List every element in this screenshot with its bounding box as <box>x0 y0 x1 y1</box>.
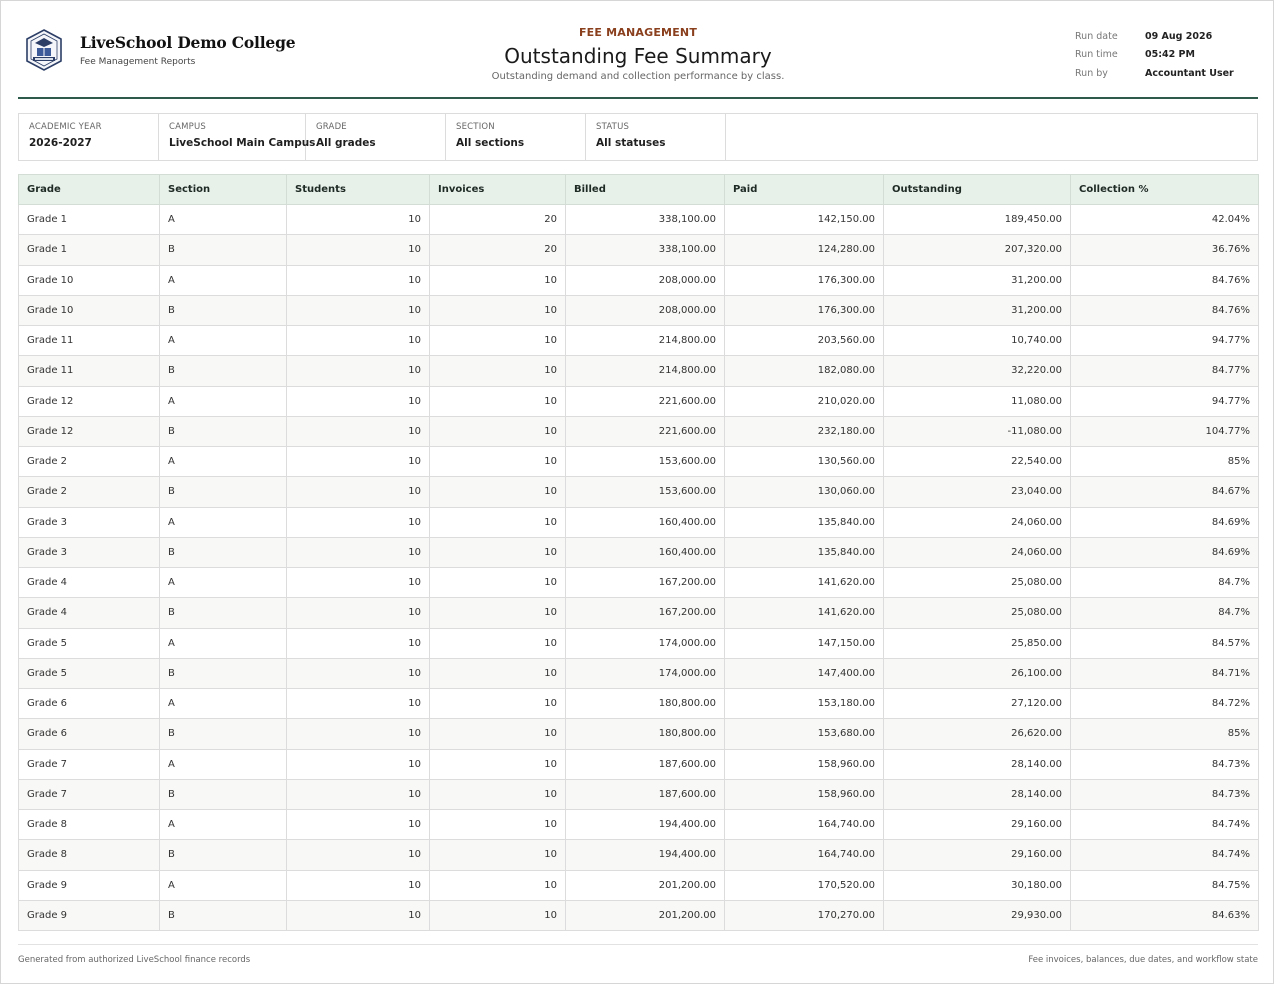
cell-col-paid: 176,300.00 <box>725 295 884 325</box>
cell-col-section: B <box>160 658 287 688</box>
run-by-row <box>1075 64 1234 83</box>
cell-col-outstanding: 28,140.00 <box>884 749 1071 779</box>
cell-col-section: A <box>160 689 287 719</box>
cell-col-collection: 42.04% <box>1071 205 1259 235</box>
table-row <box>19 870 1259 900</box>
cell-col-students: 10 <box>287 719 430 749</box>
cell-col-grade: Grade 6 <box>19 719 160 749</box>
cell-col-outstanding: 10,740.00 <box>884 326 1071 356</box>
cell-col-grade: Grade 4 <box>19 568 160 598</box>
report-footer <box>18 944 1258 965</box>
filter-label: ACADEMIC YEAR <box>29 122 102 132</box>
cell-col-outstanding: 31,200.00 <box>884 295 1071 325</box>
cell-col-section: A <box>160 870 287 900</box>
cell-col-billed: 201,200.00 <box>566 870 725 900</box>
run-time-value: 05:42 PM <box>1145 49 1195 61</box>
filter-value: All statuses <box>596 137 666 149</box>
cell-col-collection: 84.77% <box>1071 356 1259 386</box>
cell-col-outstanding: 26,100.00 <box>884 658 1071 688</box>
cell-col-invoices: 10 <box>430 840 566 870</box>
cell-col-invoices: 10 <box>430 568 566 598</box>
cell-col-section: A <box>160 205 287 235</box>
cell-col-outstanding: 189,450.00 <box>884 205 1071 235</box>
cell-col-collection: 104.77% <box>1071 416 1259 446</box>
header-col-grade: Grade <box>19 175 160 205</box>
cell-col-paid: 153,180.00 <box>725 689 884 719</box>
cell-col-billed: 167,200.00 <box>566 598 725 628</box>
cell-col-section: B <box>160 477 287 507</box>
cell-col-collection: 84.76% <box>1071 265 1259 295</box>
cell-col-grade: Grade 8 <box>19 810 160 840</box>
table-row <box>19 356 1259 386</box>
report-title: Outstanding Fee Summary <box>504 44 772 68</box>
cell-col-grade: Grade 2 <box>19 447 160 477</box>
cell-col-paid: 135,840.00 <box>725 507 884 537</box>
table-row <box>19 507 1259 537</box>
cell-col-outstanding: -11,080.00 <box>884 416 1071 446</box>
cell-col-billed: 208,000.00 <box>566 265 725 295</box>
cell-col-billed: 338,100.00 <box>566 205 725 235</box>
cell-col-billed: 174,000.00 <box>566 628 725 658</box>
cell-col-invoices: 10 <box>430 447 566 477</box>
table-row <box>19 900 1259 930</box>
table-row <box>19 568 1259 598</box>
cell-col-outstanding: 207,320.00 <box>884 235 1071 265</box>
cell-col-invoices: 10 <box>430 537 566 567</box>
cell-col-billed: 201,200.00 <box>566 900 725 930</box>
cell-col-students: 10 <box>287 900 430 930</box>
cell-col-collection: 84.73% <box>1071 779 1259 809</box>
cell-col-grade: Grade 2 <box>19 477 160 507</box>
cell-col-invoices: 10 <box>430 719 566 749</box>
cell-col-students: 10 <box>287 779 430 809</box>
cell-col-outstanding: 29,160.00 <box>884 810 1071 840</box>
report-title-block <box>438 26 838 82</box>
cell-col-paid: 203,560.00 <box>725 326 884 356</box>
filter-label: STATUS <box>596 122 630 132</box>
cell-col-section: B <box>160 416 287 446</box>
header-col-invoices: Invoices <box>430 175 566 205</box>
cell-col-section: B <box>160 295 287 325</box>
cell-col-section: B <box>160 779 287 809</box>
cell-col-students: 10 <box>287 658 430 688</box>
cell-col-outstanding: 29,160.00 <box>884 840 1071 870</box>
cell-col-students: 10 <box>287 235 430 265</box>
cell-col-invoices: 10 <box>430 416 566 446</box>
filter-campus <box>159 114 316 160</box>
cell-col-paid: 147,400.00 <box>725 658 884 688</box>
header-col-billed: Billed <box>566 175 725 205</box>
table-row <box>19 447 1259 477</box>
cell-col-paid: 130,560.00 <box>725 447 884 477</box>
cell-col-grade: Grade 3 <box>19 537 160 567</box>
cell-col-collection: 84.63% <box>1071 900 1259 930</box>
table-row <box>19 749 1259 779</box>
cell-col-grade: Grade 10 <box>19 295 160 325</box>
table-row <box>19 658 1259 688</box>
cell-col-section: A <box>160 568 287 598</box>
cell-col-students: 10 <box>287 810 430 840</box>
cell-col-students: 10 <box>287 840 430 870</box>
cell-col-grade: Grade 6 <box>19 689 160 719</box>
cell-col-section: B <box>160 840 287 870</box>
cell-col-paid: 164,740.00 <box>725 810 884 840</box>
cell-col-students: 10 <box>287 598 430 628</box>
cell-col-grade: Grade 7 <box>19 749 160 779</box>
report-subtitle: Outstanding demand and collection performance by class. <box>491 71 785 82</box>
cell-col-collection: 36.76% <box>1071 235 1259 265</box>
run-date-row <box>1075 27 1234 46</box>
cell-col-invoices: 10 <box>430 265 566 295</box>
cell-col-invoices: 10 <box>430 870 566 900</box>
cell-col-grade: Grade 9 <box>19 870 160 900</box>
table-row <box>19 628 1259 658</box>
cell-col-students: 10 <box>287 356 430 386</box>
cell-col-paid: 232,180.00 <box>725 416 884 446</box>
cell-col-section: A <box>160 326 287 356</box>
cell-col-paid: 182,080.00 <box>725 356 884 386</box>
table-row <box>19 840 1259 870</box>
cell-col-billed: 221,600.00 <box>566 386 725 416</box>
run-by-value: Accountant User <box>1145 67 1234 79</box>
cell-col-students: 10 <box>287 447 430 477</box>
run-date-label: Run date <box>1075 30 1118 42</box>
cell-col-section: A <box>160 265 287 295</box>
cell-col-students: 10 <box>287 326 430 356</box>
cell-col-billed: 187,600.00 <box>566 749 725 779</box>
cell-col-grade: Grade 1 <box>19 235 160 265</box>
cell-col-invoices: 10 <box>430 689 566 719</box>
cell-col-billed: 180,800.00 <box>566 719 725 749</box>
cell-col-collection: 94.77% <box>1071 386 1259 416</box>
cell-col-section: A <box>160 810 287 840</box>
table-row <box>19 537 1259 567</box>
cell-col-billed: 180,800.00 <box>566 689 725 719</box>
cell-col-invoices: 10 <box>430 356 566 386</box>
cell-col-collection: 84.75% <box>1071 870 1259 900</box>
cell-col-students: 10 <box>287 416 430 446</box>
cell-col-paid: 210,020.00 <box>725 386 884 416</box>
filter-label: SECTION <box>456 122 495 132</box>
cell-col-outstanding: 24,060.00 <box>884 537 1071 567</box>
cell-col-students: 10 <box>287 870 430 900</box>
cell-col-billed: 338,100.00 <box>566 235 725 265</box>
cell-col-outstanding: 28,140.00 <box>884 779 1071 809</box>
cell-col-outstanding: 25,080.00 <box>884 598 1071 628</box>
cell-col-collection: 84.69% <box>1071 537 1259 567</box>
table-row <box>19 265 1259 295</box>
cell-col-billed: 221,600.00 <box>566 416 725 446</box>
cell-col-invoices: 10 <box>430 658 566 688</box>
filter-value: All grades <box>316 137 376 149</box>
cell-col-paid: 141,620.00 <box>725 598 884 628</box>
table-row <box>19 810 1259 840</box>
table-row <box>19 598 1259 628</box>
run-meta <box>1075 27 1234 83</box>
cell-col-invoices: 10 <box>430 386 566 416</box>
footer-left-note: Generated from authorized LiveSchool finance records <box>18 955 251 965</box>
cell-col-collection: 94.77% <box>1071 326 1259 356</box>
table-row <box>19 386 1259 416</box>
cell-col-outstanding: 31,200.00 <box>884 265 1071 295</box>
cell-col-paid: 124,280.00 <box>725 235 884 265</box>
cell-col-collection: 85% <box>1071 719 1259 749</box>
cell-col-students: 10 <box>287 265 430 295</box>
cell-col-outstanding: 23,040.00 <box>884 477 1071 507</box>
table-row <box>19 689 1259 719</box>
cell-col-billed: 214,800.00 <box>566 356 725 386</box>
cell-col-students: 10 <box>287 689 430 719</box>
cell-col-outstanding: 11,080.00 <box>884 386 1071 416</box>
cell-col-section: B <box>160 235 287 265</box>
cell-col-collection: 84.76% <box>1071 295 1259 325</box>
cell-col-invoices: 10 <box>430 598 566 628</box>
cell-col-invoices: 10 <box>430 507 566 537</box>
cell-col-grade: Grade 10 <box>19 265 160 295</box>
filter-value: All sections <box>456 137 525 149</box>
table-row <box>19 477 1259 507</box>
filter-value: LiveSchool Main Campus <box>169 137 316 149</box>
cell-col-paid: 158,960.00 <box>725 779 884 809</box>
run-time-label: Run time <box>1075 49 1118 61</box>
cell-col-collection: 84.71% <box>1071 658 1259 688</box>
outstanding-fee-table <box>18 174 1259 931</box>
cell-col-grade: Grade 11 <box>19 326 160 356</box>
cell-col-billed: 194,400.00 <box>566 840 725 870</box>
filter-label: CAMPUS <box>169 122 207 132</box>
table-body <box>19 205 1259 931</box>
cell-col-invoices: 10 <box>430 477 566 507</box>
cell-col-collection: 84.74% <box>1071 840 1259 870</box>
cell-col-collection: 85% <box>1071 447 1259 477</box>
cell-col-billed: 194,400.00 <box>566 810 725 840</box>
cell-col-invoices: 10 <box>430 779 566 809</box>
filter-section <box>446 114 586 160</box>
cell-col-outstanding: 22,540.00 <box>884 447 1071 477</box>
cell-col-students: 10 <box>287 568 430 598</box>
cell-col-paid: 135,840.00 <box>725 537 884 567</box>
cell-col-invoices: 20 <box>430 235 566 265</box>
table-row <box>19 326 1259 356</box>
header-col-paid: Paid <box>725 175 884 205</box>
cell-col-students: 10 <box>287 507 430 537</box>
cell-col-section: A <box>160 386 287 416</box>
header-col-students: Students <box>287 175 430 205</box>
filter-academic-year <box>19 114 159 160</box>
table-row <box>19 779 1259 809</box>
table-row <box>19 295 1259 325</box>
cell-col-students: 10 <box>287 477 430 507</box>
cell-col-paid: 130,060.00 <box>725 477 884 507</box>
table-row <box>19 719 1259 749</box>
run-time-row <box>1075 46 1234 65</box>
cell-col-paid: 142,150.00 <box>725 205 884 235</box>
cell-col-paid: 147,150.00 <box>725 628 884 658</box>
cell-col-outstanding: 32,220.00 <box>884 356 1071 386</box>
cell-col-billed: 187,600.00 <box>566 779 725 809</box>
cell-col-grade: Grade 12 <box>19 416 160 446</box>
run-date-value: 09 Aug 2026 <box>1145 30 1213 42</box>
cell-col-paid: 170,520.00 <box>725 870 884 900</box>
cell-col-billed: 214,800.00 <box>566 326 725 356</box>
cell-col-grade: Grade 11 <box>19 356 160 386</box>
cell-col-billed: 153,600.00 <box>566 447 725 477</box>
cell-col-grade: Grade 1 <box>19 205 160 235</box>
cell-col-grade: Grade 5 <box>19 658 160 688</box>
cell-col-collection: 84.74% <box>1071 810 1259 840</box>
cell-col-billed: 167,200.00 <box>566 568 725 598</box>
cell-col-outstanding: 25,850.00 <box>884 628 1071 658</box>
cell-col-paid: 141,620.00 <box>725 568 884 598</box>
header-col-outstanding: Outstanding <box>884 175 1071 205</box>
filter-bar <box>18 113 1258 161</box>
cell-col-outstanding: 25,080.00 <box>884 568 1071 598</box>
filter-grade <box>306 114 446 160</box>
cell-col-grade: Grade 12 <box>19 386 160 416</box>
cell-col-grade: Grade 3 <box>19 507 160 537</box>
cell-col-students: 10 <box>287 537 430 567</box>
cell-col-section: B <box>160 356 287 386</box>
cell-col-invoices: 10 <box>430 295 566 325</box>
cell-col-collection: 84.7% <box>1071 598 1259 628</box>
cell-col-paid: 153,680.00 <box>725 719 884 749</box>
cell-col-section: A <box>160 749 287 779</box>
cell-col-students: 10 <box>287 205 430 235</box>
cell-col-invoices: 20 <box>430 205 566 235</box>
cell-col-billed: 153,600.00 <box>566 477 725 507</box>
cell-col-billed: 208,000.00 <box>566 295 725 325</box>
cell-col-students: 10 <box>287 749 430 779</box>
cell-col-paid: 164,740.00 <box>725 840 884 870</box>
header-col-collection: Collection % <box>1071 175 1259 205</box>
filter-status <box>586 114 726 160</box>
cell-col-section: A <box>160 507 287 537</box>
cell-col-billed: 160,400.00 <box>566 507 725 537</box>
school-crest-icon <box>23 29 65 71</box>
cell-col-section: B <box>160 719 287 749</box>
footer-right-note: Fee invoices, balances, due dates, and workflow state <box>1028 955 1258 965</box>
report-header <box>18 21 1258 99</box>
cell-col-invoices: 10 <box>430 900 566 930</box>
cell-col-grade: Grade 9 <box>19 900 160 930</box>
cell-col-outstanding: 29,930.00 <box>884 900 1071 930</box>
cell-col-invoices: 10 <box>430 628 566 658</box>
cell-col-billed: 160,400.00 <box>566 537 725 567</box>
filter-value: 2026-2027 <box>29 137 92 149</box>
cell-col-students: 10 <box>287 386 430 416</box>
cell-col-collection: 84.73% <box>1071 749 1259 779</box>
cell-col-paid: 170,270.00 <box>725 900 884 930</box>
cell-col-billed: 174,000.00 <box>566 658 725 688</box>
cell-col-grade: Grade 4 <box>19 598 160 628</box>
cell-col-outstanding: 26,620.00 <box>884 719 1071 749</box>
cell-col-section: A <box>160 447 287 477</box>
filter-label: GRADE <box>316 122 347 132</box>
table-header-row <box>19 175 1259 205</box>
cell-col-section: B <box>160 537 287 567</box>
cell-col-paid: 158,960.00 <box>725 749 884 779</box>
report-kicker: FEE MANAGEMENT <box>578 26 698 39</box>
cell-col-section: B <box>160 900 287 930</box>
cell-col-invoices: 10 <box>430 326 566 356</box>
college-subtitle: Fee Management Reports <box>80 57 196 67</box>
cell-col-section: B <box>160 598 287 628</box>
cell-col-grade: Grade 8 <box>19 840 160 870</box>
brand <box>23 29 295 71</box>
cell-col-paid: 176,300.00 <box>725 265 884 295</box>
table-row <box>19 416 1259 446</box>
cell-col-grade: Grade 7 <box>19 779 160 809</box>
cell-col-section: A <box>160 628 287 658</box>
cell-col-collection: 84.69% <box>1071 507 1259 537</box>
cell-col-collection: 84.7% <box>1071 568 1259 598</box>
cell-col-invoices: 10 <box>430 810 566 840</box>
cell-col-students: 10 <box>287 295 430 325</box>
cell-col-grade: Grade 5 <box>19 628 160 658</box>
cell-col-invoices: 10 <box>430 749 566 779</box>
college-name: LiveSchool Demo College <box>80 33 296 52</box>
run-by-label: Run by <box>1075 67 1108 79</box>
cell-col-outstanding: 24,060.00 <box>884 507 1071 537</box>
cell-col-students: 10 <box>287 628 430 658</box>
cell-col-collection: 84.67% <box>1071 477 1259 507</box>
cell-col-outstanding: 27,120.00 <box>884 689 1071 719</box>
table-row <box>19 205 1259 235</box>
table-row <box>19 235 1259 265</box>
header-col-section: Section <box>160 175 287 205</box>
cell-col-outstanding: 30,180.00 <box>884 870 1071 900</box>
cell-col-collection: 84.72% <box>1071 689 1259 719</box>
cell-col-collection: 84.57% <box>1071 628 1259 658</box>
